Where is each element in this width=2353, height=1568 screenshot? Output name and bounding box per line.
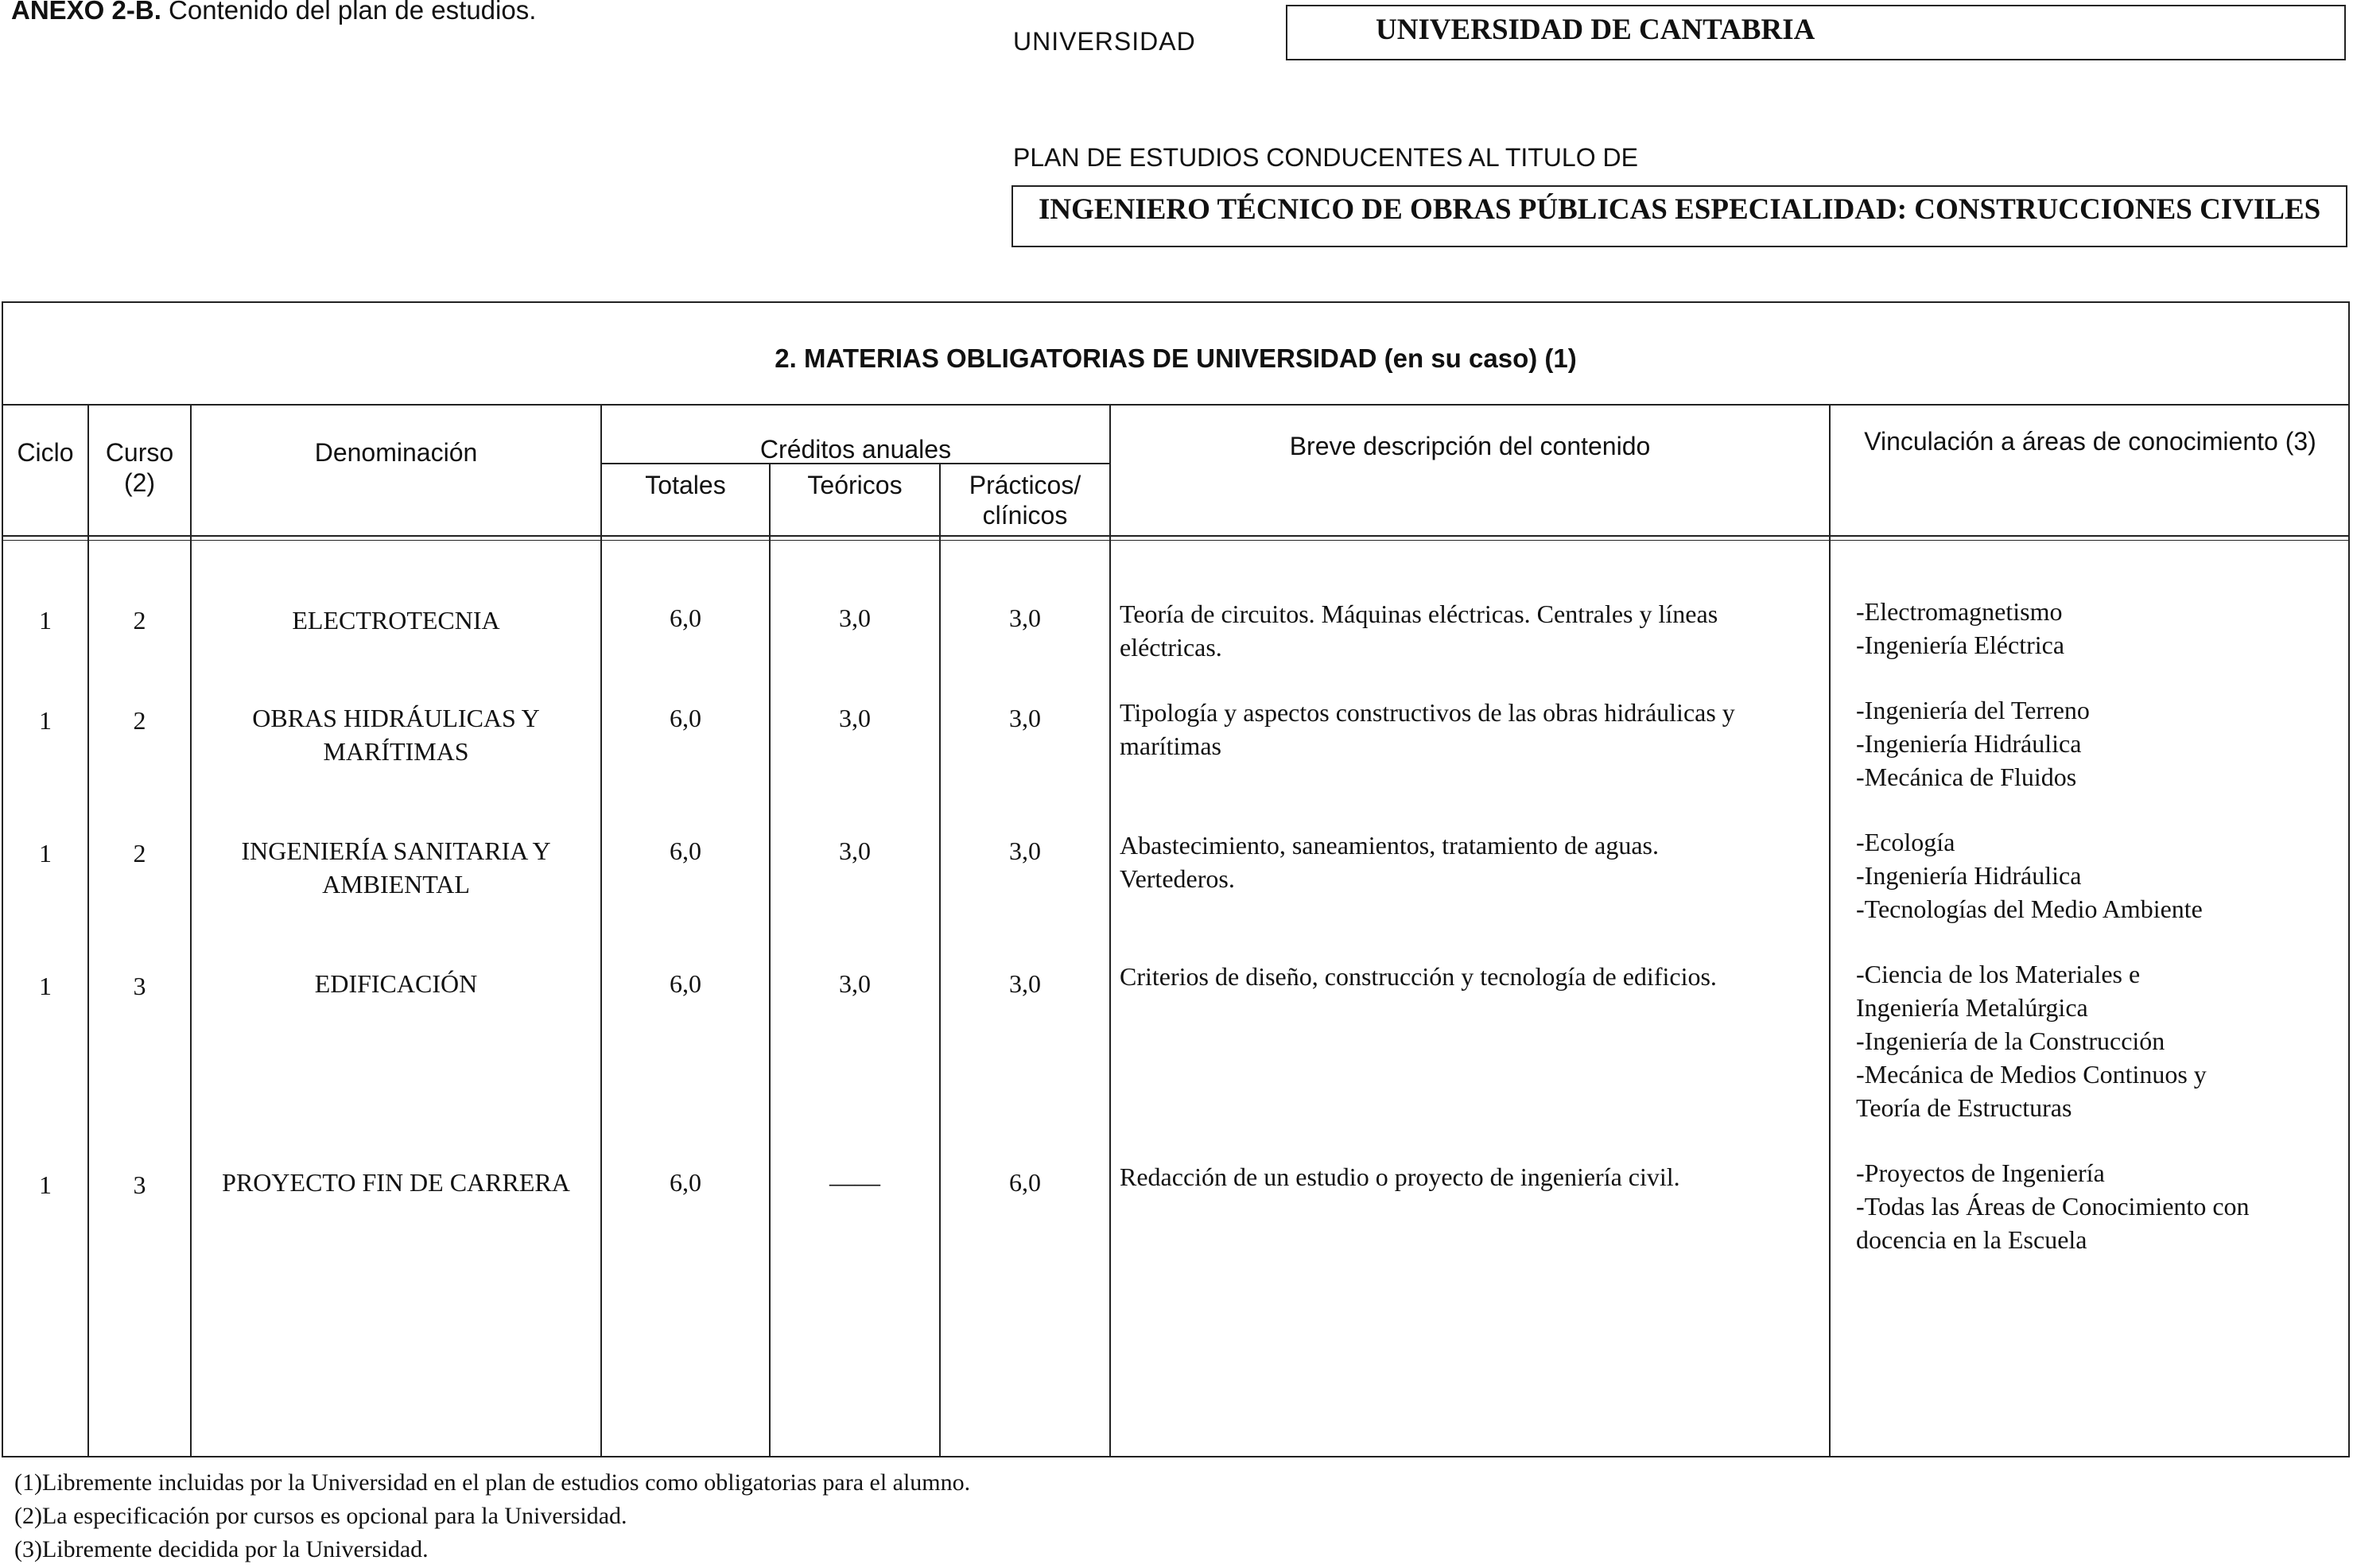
cell-totales: 6,0: [670, 836, 701, 865]
cell-areas: -Ciencia de los Materiales e Ingeniería Metalúrgica -Ingeniería de la Construcción -Mecánica de Medios Continuos y Teoría de Estructuras: [1856, 960, 2207, 1122]
cell-descripcion: Redacción de un estudio o proyecto de ingeniería civil.: [1120, 1162, 1680, 1191]
university-label: UNIVERSIDAD: [1013, 27, 1196, 56]
university-name: UNIVERSIDAD DE CANTABRIA: [1376, 14, 1815, 46]
cell-denominacion: INGENIERÍA SANITARIA Y AMBIENTAL: [241, 836, 551, 898]
col-divider-creditos: [1109, 404, 1111, 1457]
cell-denominacion: EDIFICACIÓN: [314, 969, 478, 998]
col-divider-ciclo: [87, 404, 89, 1457]
cell-teoricos: 3,0: [839, 969, 871, 998]
cell-curso: 2: [133, 706, 146, 735]
col-divider-denominacion: [600, 404, 602, 1457]
cell-practicos: 6,0: [1009, 1168, 1041, 1197]
cell-descripcion: Criterios de diseño, construcción y tecnología de edificios.: [1120, 962, 1717, 991]
col-header-totales: Totales: [645, 471, 726, 499]
cell-ciclo: 1: [39, 706, 52, 735]
cell-ciclo: 1: [39, 839, 52, 867]
cell-ciclo: 1: [39, 972, 52, 1000]
cell-ciclo: 1: [39, 606, 52, 635]
cell-areas: -Ingeniería del Terreno -Ingeniería Hidráulica -Mecánica de Fluidos: [1856, 696, 2090, 791]
cell-practicos: 3,0: [1009, 704, 1041, 732]
cell-totales: 6,0: [670, 704, 701, 732]
col-header-teoricos: Teóricos: [807, 471, 903, 499]
cell-denominacion: OBRAS HIDRÁULICAS Y MARÍTIMAS: [252, 704, 540, 766]
cell-teoricos: 3,0: [839, 836, 871, 865]
plan-label: PLAN DE ESTUDIOS CONDUCENTES AL TITULO DE: [1013, 143, 1638, 172]
cell-teoricos: ——: [829, 1168, 880, 1197]
cell-areas: -Ecología -Ingeniería Hidráulica -Tecnologías del Medio Ambiente: [1856, 828, 2203, 923]
cell-curso: 3: [133, 1170, 146, 1199]
footnote-3: (3)Libremente decidida por la Universidad.: [14, 1536, 429, 1562]
cell-curso: 3: [133, 972, 146, 1000]
col-divider-descripcion: [1829, 404, 1831, 1457]
col-divider-curso: [190, 404, 192, 1457]
col-header-denominacion: Denominación: [314, 438, 478, 467]
cell-totales: 6,0: [670, 604, 701, 632]
table-title: 2. MATERIAS OBLIGATORIAS DE UNIVERSIDAD (en su caso) (1): [775, 343, 1577, 373]
cell-curso: 2: [133, 606, 146, 635]
footnote-1: (1)Libremente incluidas por la Universidad en el plan de estudios como obligatorias para el alumno.: [14, 1469, 971, 1496]
cell-practicos: 3,0: [1009, 969, 1041, 998]
cell-denominacion: ELECTROTECNIA: [292, 606, 500, 635]
col-header-curso: Curso (2): [105, 438, 174, 497]
cell-totales: 6,0: [670, 969, 701, 998]
cell-practicos: 3,0: [1009, 604, 1041, 632]
cell-descripcion: Abastecimiento, saneamientos, tratamiento de aguas. Vertederos.: [1120, 831, 1659, 893]
cell-descripcion: Teoría de circuitos. Máquinas eléctricas. Centrales y líneas eléctricas.: [1120, 600, 1718, 662]
table-title-divider: [2, 404, 2350, 406]
cell-areas: -Electromagnetismo -Ingeniería Eléctrica: [1856, 597, 2065, 659]
cell-totales: 6,0: [670, 1168, 701, 1197]
annex-subtitle: Contenido del plan de estudios.: [161, 0, 537, 25]
footnote-2: (2)La especificación por cursos es opcional para la Universidad.: [14, 1503, 627, 1529]
col-header-creditos: Créditos anuales: [759, 435, 952, 464]
header-bottom-divider: [2, 535, 2350, 537]
cell-areas: -Proyectos de Ingeniería -Todas las Áreas de Conocimiento con docencia en la Escuela: [1856, 1159, 2250, 1254]
header-bottom-double-rule: [2, 540, 2350, 541]
cell-descripcion: Tipología y aspectos constructivos de las obras hidráulicas y marítimas: [1120, 698, 1735, 760]
annex-number: ANEXO 2-B.: [11, 0, 161, 25]
col-header-ciclo: Ciclo: [17, 438, 74, 467]
col-header-vinculacion: Vinculación a áreas de conocimiento (3): [1864, 427, 2316, 456]
cell-teoricos: 3,0: [839, 604, 871, 632]
col-header-practicos: Prácticos/ clínicos: [969, 471, 1081, 530]
cell-curso: 2: [133, 839, 146, 867]
cell-denominacion: PROYECTO FIN DE CARRERA: [222, 1168, 570, 1197]
cell-teoricos: 3,0: [839, 704, 871, 732]
annex-heading: [11, 0, 536, 25]
degree-title: INGENIERO TÉCNICO DE OBRAS PÚBLICAS ESPECIALIDAD: CONSTRUCCIONES CIVILES: [1039, 193, 2321, 226]
cell-practicos: 3,0: [1009, 836, 1041, 865]
cell-ciclo: 1: [39, 1170, 52, 1199]
col-header-descripcion: Breve descripción del contenido: [1289, 432, 1651, 460]
